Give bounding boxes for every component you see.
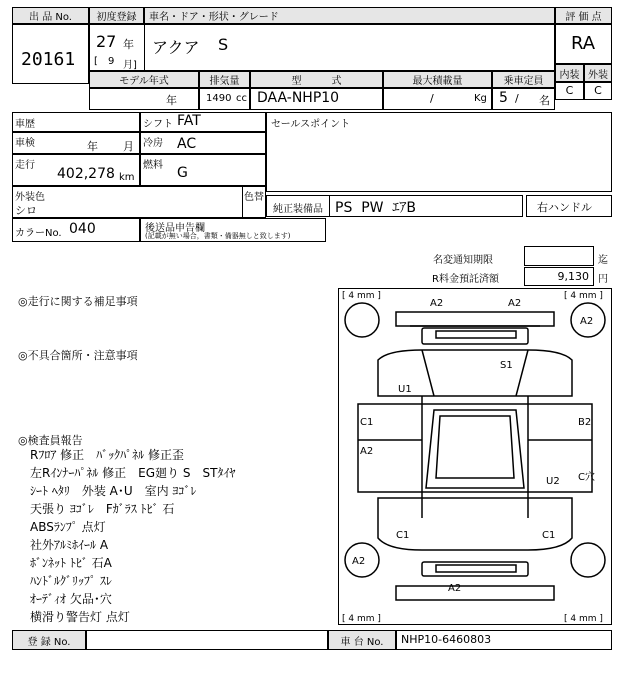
inspector-line: 左Rｲﾝﾅｰﾊﾟﾈﾙ 修正 EG廻り S STﾀｲﾔ	[30, 466, 236, 480]
inspector-line: 社外ｱﾙﾐﾎｲｰﾙ A	[30, 538, 109, 552]
score-box	[555, 24, 612, 64]
docs-label: 後送品申告欄	[145, 223, 205, 234]
inspector-line: Rﾌﾛｱ 修正 ﾊﾞｯｸﾊﾟﾈﾙ 修正歪	[30, 448, 184, 462]
history-cell	[12, 112, 140, 132]
code-right-rear-fender: U2	[546, 476, 560, 487]
inspector-line: ﾎﾞﾝﾈｯﾄ ﾄﾋﾞ 石A	[30, 556, 112, 570]
shaken-year: 年	[87, 140, 98, 153]
inspector-line: ｼｰﾄ ﾍﾀﾘ 外装 A･U 室内 ﾖｺﾞﾚ	[30, 484, 197, 498]
recycle-cell	[524, 267, 594, 286]
inspector-line: ﾊﾝﾄﾞﾙｸﾞﾘｯﾌﾟ ｽﾚ	[30, 574, 112, 588]
exterior-color-cell	[12, 186, 266, 218]
code-right-rear-quarter: C1	[542, 530, 556, 541]
driving-notes-label: ◎走行に関する補足事項	[18, 295, 138, 308]
sales-point-label: セールスポイント	[271, 119, 351, 130]
displacement-unit: cc	[236, 93, 247, 104]
recycle-label: R料金預託済額	[432, 274, 499, 285]
equipment-label: 純正装備品	[273, 204, 323, 215]
max-load-unit: Kg	[474, 93, 487, 104]
color-no: 040	[69, 221, 96, 237]
capacity: 5	[499, 90, 508, 106]
ac: AC	[177, 136, 197, 152]
front-bumper-shape	[396, 312, 554, 326]
name-change-unit: 迄	[598, 255, 608, 266]
rear-panel-shape	[422, 562, 528, 576]
recycle-unit: 円	[598, 274, 608, 285]
divider	[329, 196, 330, 216]
code-front-right-wheel: A2	[580, 316, 594, 327]
mileage-cell	[12, 154, 140, 186]
damage-diagram	[338, 288, 612, 625]
max-load-label: 最大積載量	[383, 71, 492, 88]
front-left-wheel-shape	[345, 303, 379, 337]
fuel: G	[177, 165, 188, 181]
inspector-label: ◎検査員報告	[18, 434, 83, 447]
shift-label: シフト	[143, 119, 173, 130]
docs-note: (記載が無い場合，書類・備器無しと致します)	[145, 232, 291, 240]
ac-label: 冷房	[143, 138, 163, 149]
tire-mark-rl: [ 4 mm ]	[342, 614, 381, 624]
shaken-label: 車検	[15, 138, 35, 149]
lot-number: 20161	[21, 49, 76, 70]
inspector-line: ABSﾗﾝﾌﾟ 点灯	[30, 520, 106, 534]
shaken-cell	[12, 132, 140, 154]
model-year-cell	[89, 88, 199, 110]
tire-mark-fl: [ 4 mm ]	[342, 291, 381, 301]
grade: S	[218, 35, 229, 54]
shift-cell	[140, 112, 266, 132]
code-left-front-door: C1	[360, 417, 374, 428]
car-name: アクア	[152, 38, 200, 57]
vehicle-info-box	[89, 24, 555, 71]
code-front-bumper-l: A2	[430, 298, 444, 309]
sales-point-box	[266, 112, 612, 192]
color-no-label: カラーNo.	[15, 228, 62, 239]
inspector-line: 横滑り警告灯 点灯	[30, 610, 130, 624]
reg-no-value	[86, 630, 328, 650]
interior-grade: C	[555, 82, 584, 100]
type-label: 型 式	[250, 71, 383, 88]
first-reg-label: 初度登録	[89, 7, 144, 24]
score-label: 評 価 点	[555, 7, 612, 24]
cabin-shape	[426, 410, 524, 488]
shift: FAT	[177, 113, 201, 129]
reg-month: 9	[108, 56, 115, 67]
mileage-unit: km	[119, 172, 135, 183]
exterior-grade: C	[584, 82, 612, 100]
displacement: 1490	[206, 93, 232, 104]
capacity-cell	[492, 88, 555, 110]
code-bonnet: S1	[500, 360, 513, 371]
capacity-label: 乗車定員	[492, 71, 555, 88]
type-code: DAA-NHP10	[257, 90, 340, 106]
ac-cell	[140, 132, 266, 154]
tire-mark-rr: [ 4 mm ]	[564, 614, 603, 624]
rear-quarter-shape	[378, 498, 572, 550]
score: RA	[571, 33, 596, 54]
recycle-fee: 9,130	[557, 270, 589, 283]
shaken-month: 月	[123, 140, 134, 153]
handle-cell	[526, 195, 612, 217]
reg-month-unit: 月]	[123, 60, 137, 71]
code-left-rear-quarter: C1	[396, 530, 410, 541]
fuel-cell	[140, 154, 266, 186]
interior-label: 内装	[555, 64, 584, 82]
color-change-label: 色替	[244, 192, 264, 203]
rear-bumper-shape	[396, 586, 554, 600]
color-no-cell	[12, 218, 140, 242]
name-change-value	[524, 246, 594, 266]
divider	[144, 25, 145, 70]
reg-no-label: 登 録 No.	[12, 630, 86, 650]
chassis-label: 車 台 No.	[328, 630, 396, 650]
reg-year: 27	[96, 32, 117, 51]
tire-mark-fr: [ 4 mm ]	[564, 291, 603, 301]
exterior-label: 外装	[584, 64, 612, 82]
handle: 右ハンドル	[537, 201, 592, 214]
chassis-cell	[396, 630, 612, 650]
vehicle-label: 車名・ドア・形状・グレード	[144, 7, 555, 24]
model-year-label: モデル年式	[89, 71, 199, 88]
displacement-label: 排気量	[199, 71, 250, 88]
reg-month-open: [	[94, 56, 98, 67]
docs-cell	[140, 218, 326, 242]
code-right-front-door: B2	[578, 417, 592, 428]
lot-number-box	[12, 24, 89, 84]
code-left-rear-door: A2	[360, 446, 374, 457]
exterior-color: シロ	[15, 204, 37, 217]
code-rear-bumper: A2	[448, 583, 462, 594]
chassis-no: NHP10-6460803	[401, 633, 492, 646]
capacity-unit: 名	[539, 94, 550, 107]
fuel-label: 燃料	[143, 160, 163, 171]
defects-label: ◎不具合箇所・注意事項	[18, 349, 138, 362]
name-change-label: 名変通知期限	[433, 255, 493, 266]
code-left-rear-wheel: A2	[352, 556, 366, 567]
rear-right-wheel-shape	[571, 543, 605, 577]
equipment-cell	[266, 195, 523, 217]
history-label: 車歴	[15, 119, 35, 130]
exterior-color-label: 外装色	[15, 192, 45, 203]
max-load-cell	[383, 88, 492, 110]
divider	[242, 187, 243, 217]
capacity-slash: /	[515, 92, 519, 105]
mileage: 402,278	[57, 166, 115, 182]
reg-year-unit: 年	[123, 38, 134, 51]
code-right-rear-door: C穴	[578, 472, 595, 483]
type-cell	[250, 88, 383, 110]
equipment: PS PW ｴｱB	[335, 200, 417, 216]
code-front-bumper-r: A2	[508, 298, 522, 309]
inspector-line: ｵｰﾃﾞｨｵ 欠品･穴	[30, 592, 112, 606]
max-load-slash: /	[430, 92, 434, 105]
model-year-unit: 年	[166, 94, 177, 107]
inspector-line: 天張り ﾖｺﾞﾚ Fｶﾞﾗｽ ﾄﾋﾞ 石	[30, 502, 175, 516]
displacement-cell	[199, 88, 250, 110]
code-front-left-fender: U1	[398, 384, 412, 395]
lot-label: 出 品 No.	[12, 7, 89, 24]
diagram-frame	[339, 289, 612, 625]
mileage-label: 走行	[15, 160, 35, 171]
